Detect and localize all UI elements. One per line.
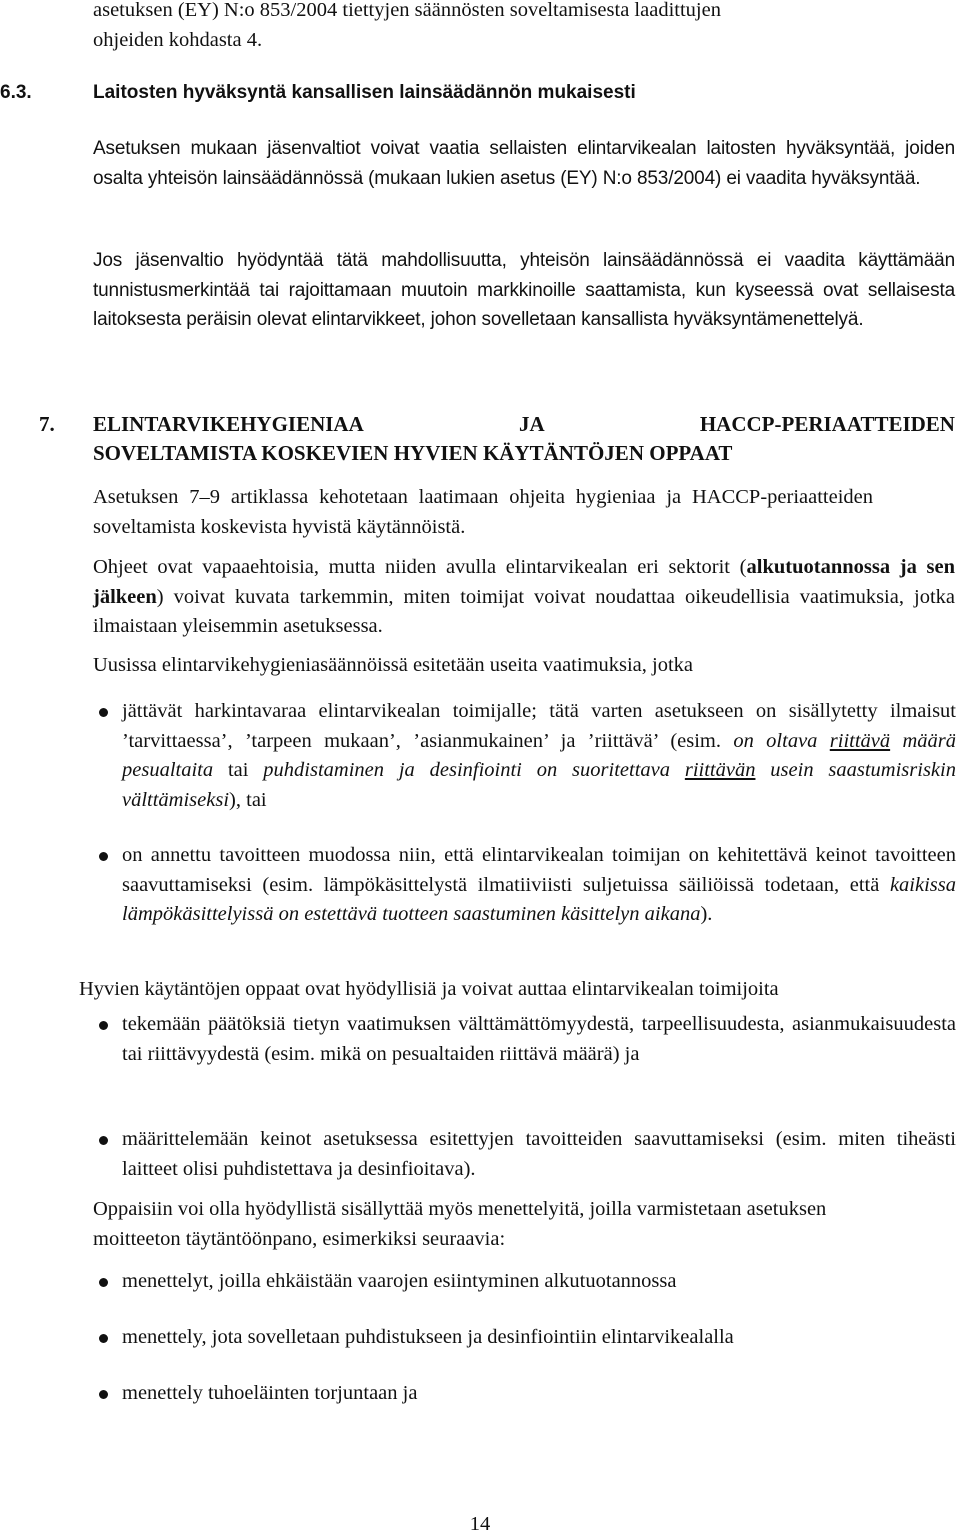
list-item-1-text: jättävät harkintavaraa elintarvikealan toimijalle; tätä varten asetukseen on sisällytetty ilmaisut ’tarvittaessa’, ’tarpeen mukaan’, ’asianmukainen’ ja ’riittävä’ (esim. (122, 700, 956, 752)
requirement-list-item-1 (122, 697, 956, 815)
list-item-2-text: on annettu tavoitteen muodossa niin, että elintarvikealan toimijan on kehitettävä keinot tavoitteen saavuttamiseksi (esim. lämpökäsittelystä ilmatiiviisti suljetuissa säiliöissä todetaan, että (122, 844, 956, 896)
section-6-3-number: 6.3. (0, 82, 32, 103)
bullet-icon (99, 708, 108, 717)
section-7-title-part-right: HACCP-PERIAATTEIDEN (699, 412, 955, 436)
section-7-paragraph-5: Oppaisiin voi olla hyödyllistä sisällyttää myös menettelyitä, joilla varmistetaan asetuksen moitteeton täytäntöönpano, esimerkiksi seuraavia: (93, 1198, 827, 1250)
paragraph-2-text-before: Ohjeet ovat vapaaehtoisia, mutta niiden avulla elintarvikealan eri sektorit ( (93, 556, 747, 578)
bullet-icon (99, 1278, 108, 1287)
bullet-icon (99, 1136, 108, 1145)
top-fragment-paragraph (93, 0, 955, 55)
guide-list-item-1: tekemään päätöksiä tietyn vaatimuksen välttämättömyydestä, tarpeellisuudesta, asianmukaisuudesta tai riittävyydestä (esim. mikä on pesualtaiden riittävä määrä) ja (122, 1013, 956, 1065)
guide-list-item-2: määrittelemään keinot asetuksessa esitettyjen tavoitteiden saavuttamiseksi (esim. miten tiheästi laitteet olisi puhdistettava ja desinfioitava). (122, 1128, 956, 1180)
section-7-paragraph-1: Asetuksen 7–9 artiklassa kehotetaan laatimaan ohjeita hygieniaa ja HACCP-periaatteiden soveltamista koskevista hyvistä käytännöistä. (93, 486, 873, 538)
bullet-icon (99, 852, 108, 861)
page-number: 14 (469, 1513, 491, 1535)
section-6-3-paragraph-2: Jos jäsenvaltio hyödyntää tätä mahdollisuutta, yhteisön lainsäädännössä ei vaadita käyttämään tunnistusmerkintää tai rajoittamaan muutoin markkinoille saattamista, kun kyseessä ovat sellaisesta laitoksesta peräisin olevat elintarvikkeet, johon sovelletaan kansallista hyväksyntämenettelyä. (93, 250, 955, 330)
requirement-list-item-2 (122, 841, 956, 930)
list-item-1-italic-d: usein saastumisriskin välttämiseksi (122, 759, 956, 811)
list-item-1-italic-c: puhdistaminen ja desinfiointi on suoritettava (263, 759, 685, 781)
paragraph-2-text-after: ) voivat kuvata tarkemmin, miten toimijat voivat noudattaa oikeudellisia vaatimuksia, jotka ilmaistaan yleisemmin asetuksessa. (93, 585, 955, 637)
bullet-icon (99, 1334, 108, 1343)
list-item-2-italic: kaikissa lämpökäsittelyissä on estettävä tuotteen saastuminen käsittelyn aikana (122, 873, 956, 925)
bullet-icon (99, 1390, 108, 1399)
section-7-number-label: 7. (39, 412, 55, 436)
paragraph-2-bold-text: alkutuotannossa ja sen jälkeen (93, 556, 955, 608)
section-7-title-line-2: SOVELTAMISTA KOSKEVIEN HYVIEN KÄYTÄNTÖJEN OPPAAT (93, 441, 733, 465)
bullet-icon (99, 1021, 108, 1030)
section-7-title-line-1 (93, 410, 955, 439)
list-item-1-underlined-a: riittävä (829, 729, 891, 752)
section-6-3-title: Laitosten hyväksyntä kansallisen lainsäädännön mukaisesti (93, 82, 636, 103)
list-item-1-italic-a: on oltava (733, 729, 830, 752)
list-item-1-text-b: tai (213, 759, 264, 781)
section-7-title (93, 410, 955, 468)
list-item-1-underlined-b: riittävän (684, 759, 756, 781)
list-item-1-text-c: ), tai (229, 788, 267, 811)
section-7-paragraph-3: Uusissa elintarvikehygieniasäännöissä esitetään useita vaatimuksia, jotka (93, 654, 694, 676)
top-fragment-line-1: asetuksen (EY) N:o 853/2004 tiettyjen säännösten soveltamisesta laadittujen (93, 0, 721, 21)
section-7-title-part-mid: JA (518, 412, 545, 436)
section-7-paragraph-2 (93, 553, 955, 642)
procedure-list-item-2: menettely, jota sovelletaan puhdistukseen ja desinfiointiin elintarvikealalla (122, 1326, 734, 1348)
procedure-list-item-3: menettely tuhoeläinten torjuntaan ja (122, 1382, 418, 1404)
list-item-2-text-b: ). (700, 903, 713, 925)
section-7-title-part-left: ELINTARVIKEHYGIENIAA (93, 412, 364, 436)
section-6-3-paragraph-1: Asetuksen mukaan jäsenvaltiot voivat vaatia sellaisten elintarvikealan laitosten hyväksyntää, joiden osalta yhteisön lainsäädännössä (mukaan lukien asetus (EY) N:o 853/2004) ei vaadita hyväksyntää. (93, 138, 955, 189)
top-fragment-line-2: ohjeiden kohdasta 4. (93, 28, 263, 51)
procedure-list-item-1: menettelyt, joilla ehkäistään vaarojen esiintyminen alkutuotannossa (122, 1270, 677, 1292)
list-item-1-italic-b: määrä pesualtaita (122, 729, 956, 781)
section-7-paragraph-4: Hyvien käytäntöjen oppaat ovat hyödyllisiä ja voivat auttaa elintarvikealan toimijoita (79, 978, 779, 1000)
